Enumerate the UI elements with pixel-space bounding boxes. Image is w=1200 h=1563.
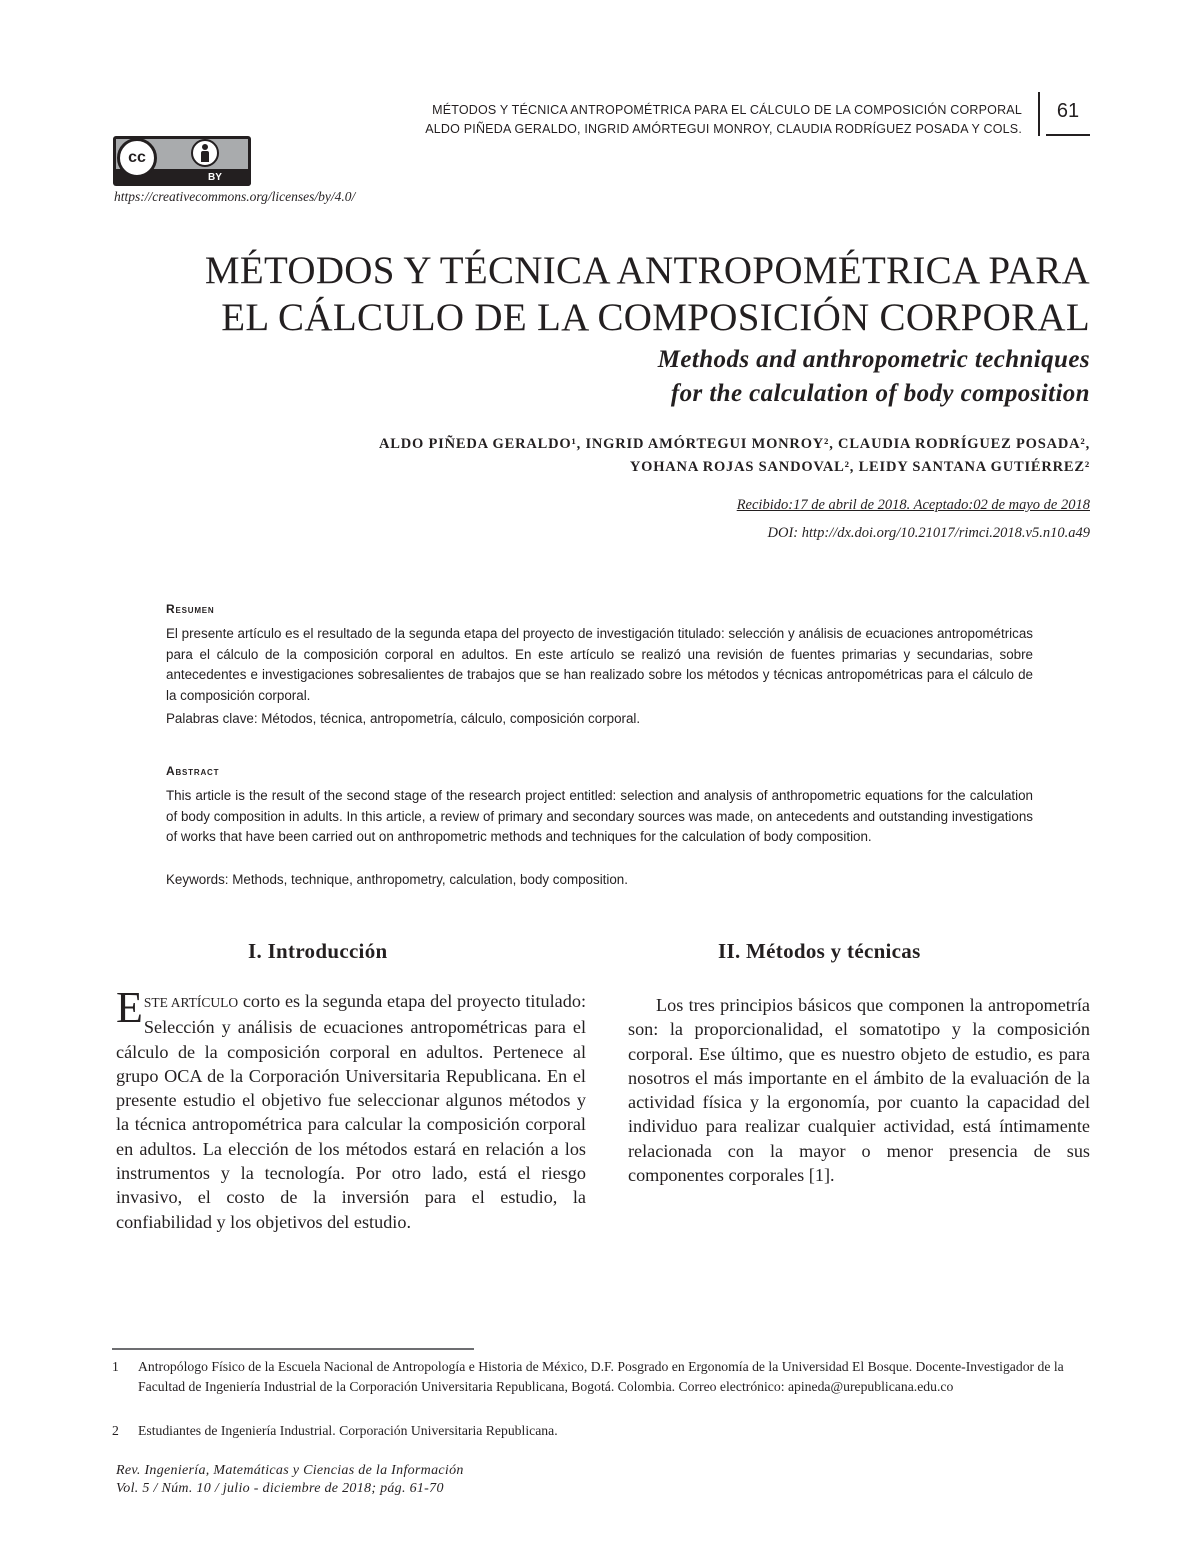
footnote-rule [112, 1348, 474, 1350]
section-heading-metodos: II. Métodos y técnicas [718, 939, 921, 963]
resumen-keywords: Palabras clave: Métodos, técnica, antropometría, cálculo, composición corporal. [166, 711, 641, 726]
by-label: BY [179, 169, 251, 186]
journal-citation [116, 1462, 464, 1498]
dropcap-letter: E [116, 983, 143, 1032]
abstract-label: Abstract [166, 764, 220, 778]
footnote-1-text: Antropólogo Físico de la Escuela Nacional de Antropología e Historia de México, D.F. Posgrado en Ergonomía de la Universidad El Bosque. Docente-Investigador de la Facultad de Ingeniería Industrial de la Corporación Universitaria Republicana, Bogotá. Colombia. Correo electrónico: apineda@urepublicana.edu.co [138, 1359, 1064, 1394]
abstract-text: This article is the result of the second stage of the research project entitled: selection and analysis of anthropometric equations for the calculation of body composition in adults. In this article, a review of primary and secondary sources was made, on antecedents and outstanding investigations of works that have been carried out on anthropometric methods and techniques for the calculation of body composition. [166, 788, 1033, 844]
author-list-line1: ALDO PIÑEDA GERALDO¹, INGRID AMÓRTEGUI MONROY², CLAUDIA RODRÍGUEZ POSADA², [379, 436, 1090, 452]
footnote-1-number: 1 [112, 1359, 119, 1374]
running-header [425, 101, 1022, 139]
article-title-line2: EL CÁLCULO DE LA COMPOSICIÓN CORPORAL [221, 296, 1090, 339]
section-introduccion-body [116, 983, 586, 1234]
article-subtitle-line2: for the calculation of body composition [670, 380, 1090, 407]
running-header-title: MÉTODOS Y TÉCNICA ANTROPOMÉTRICA PARA EL CÁLCULO DE LA COMPOSICIÓN CORPORAL [432, 103, 1022, 117]
journal-name: Rev. Ingeniería, Matemáticas y Ciencias de la Información [116, 1463, 464, 1478]
running-header-authors: ALDO PIÑEDA GERALDO, INGRID AMÓRTEGUI MONROY, CLAUDIA RODRÍGUEZ POSADA Y COLS. [425, 122, 1022, 136]
resumen-label: Resumen [166, 602, 215, 616]
section-heading-introduccion: I. Introducción [248, 939, 388, 963]
page-number: 61 [1056, 100, 1080, 122]
cc-icon: cc [117, 138, 157, 178]
header-divider [1038, 92, 1040, 136]
attribution-icon [191, 139, 219, 167]
footnote-2 [112, 1421, 1092, 1441]
author-list [379, 433, 1090, 479]
article-title [205, 247, 1090, 341]
footnote-1 [112, 1357, 1092, 1397]
doi-link[interactable]: DOI: http://dx.doi.org/10.21017/rimci.2018.v5.n10.a49 [767, 525, 1090, 541]
intro-paragraph: corto es la segunda etapa del proyecto titulado: Selección y análisis de ecuaciones antropométricas para el cálculo de la composición corporal en adultos. Pertenece al grupo OCA de la Corporación Universitaria Republicana. En el presente estudio el objetivo fue seleccionar algunos métodos y la técnica antropométrica para calcular la composición corporal en adultos. La elección de los métodos estará en relación a los instrumentos y la tecnología. Por otro lado, está el riesgo invasivo, el costo de la inversión para el estudio, la confiabilidad y los objetivos del estudio. [116, 991, 586, 1232]
received-accepted-dates: Recibido:17 de abril de 2018. Aceptado:02 de mayo de 2018 [736, 497, 1090, 513]
cc-by-license-badge[interactable] [113, 136, 251, 186]
metodos-paragraph: Los tres principios básicos que componen la antropometría son: la proporcionalidad, el somatotipo y la composición corporal. Ese último, que es nuestro objeto de estudio, es para nosotros el más importante en el ámbito de la evaluación de la actividad física y la ergonomía, por cuanto la capacidad del individuo para realizar cualquier actividad, está íntimamente relacionada con la mayor o menor presencia de sus componentes corporales [1]. [628, 995, 1090, 1186]
footnote-2-text: Estudiantes de Ingeniería Industrial. Corporación Universitaria Republicana. [138, 1423, 558, 1438]
article-subtitle [658, 343, 1090, 411]
article-subtitle-line1: Methods and anthropometric techniques [657, 346, 1090, 373]
journal-volume: Vol. 5 / Núm. 10 / julio - diciembre de 2018; pág. 61-70 [116, 1481, 444, 1496]
lead-in-smallcaps: STE ARTÍCULO [143, 995, 239, 1010]
footnote-2-number: 2 [112, 1423, 119, 1438]
article-title-line1: MÉTODOS Y TÉCNICA ANTROPOMÉTRICA PARA [204, 249, 1090, 292]
author-list-line2: YOHANA ROJAS SANDOVAL², LEIDY SANTANA GUTIÉRREZ² [629, 459, 1090, 475]
page-number-underline [1046, 134, 1090, 136]
resumen-text: El presente artículo es el resultado de la segunda etapa del proyecto de investigación titulado: selección y análisis de ecuaciones antropométricas para el cálculo de la composición corporal en adultos. En este artículo se realizó una revisión de fuentes primarias y secundarias, sobre antecedentes e investigaciones sobresalientes de trabajos que se han realizado sobre los métodos y técnicas antropométricas para el cálculo de la composición corporal. [166, 626, 1033, 703]
abstract-keywords: Keywords: Methods, technique, anthropometry, calculation, body composition. [166, 872, 628, 887]
license-url[interactable]: https://creativecommons.org/licenses/by/4.0/ [114, 189, 356, 204]
